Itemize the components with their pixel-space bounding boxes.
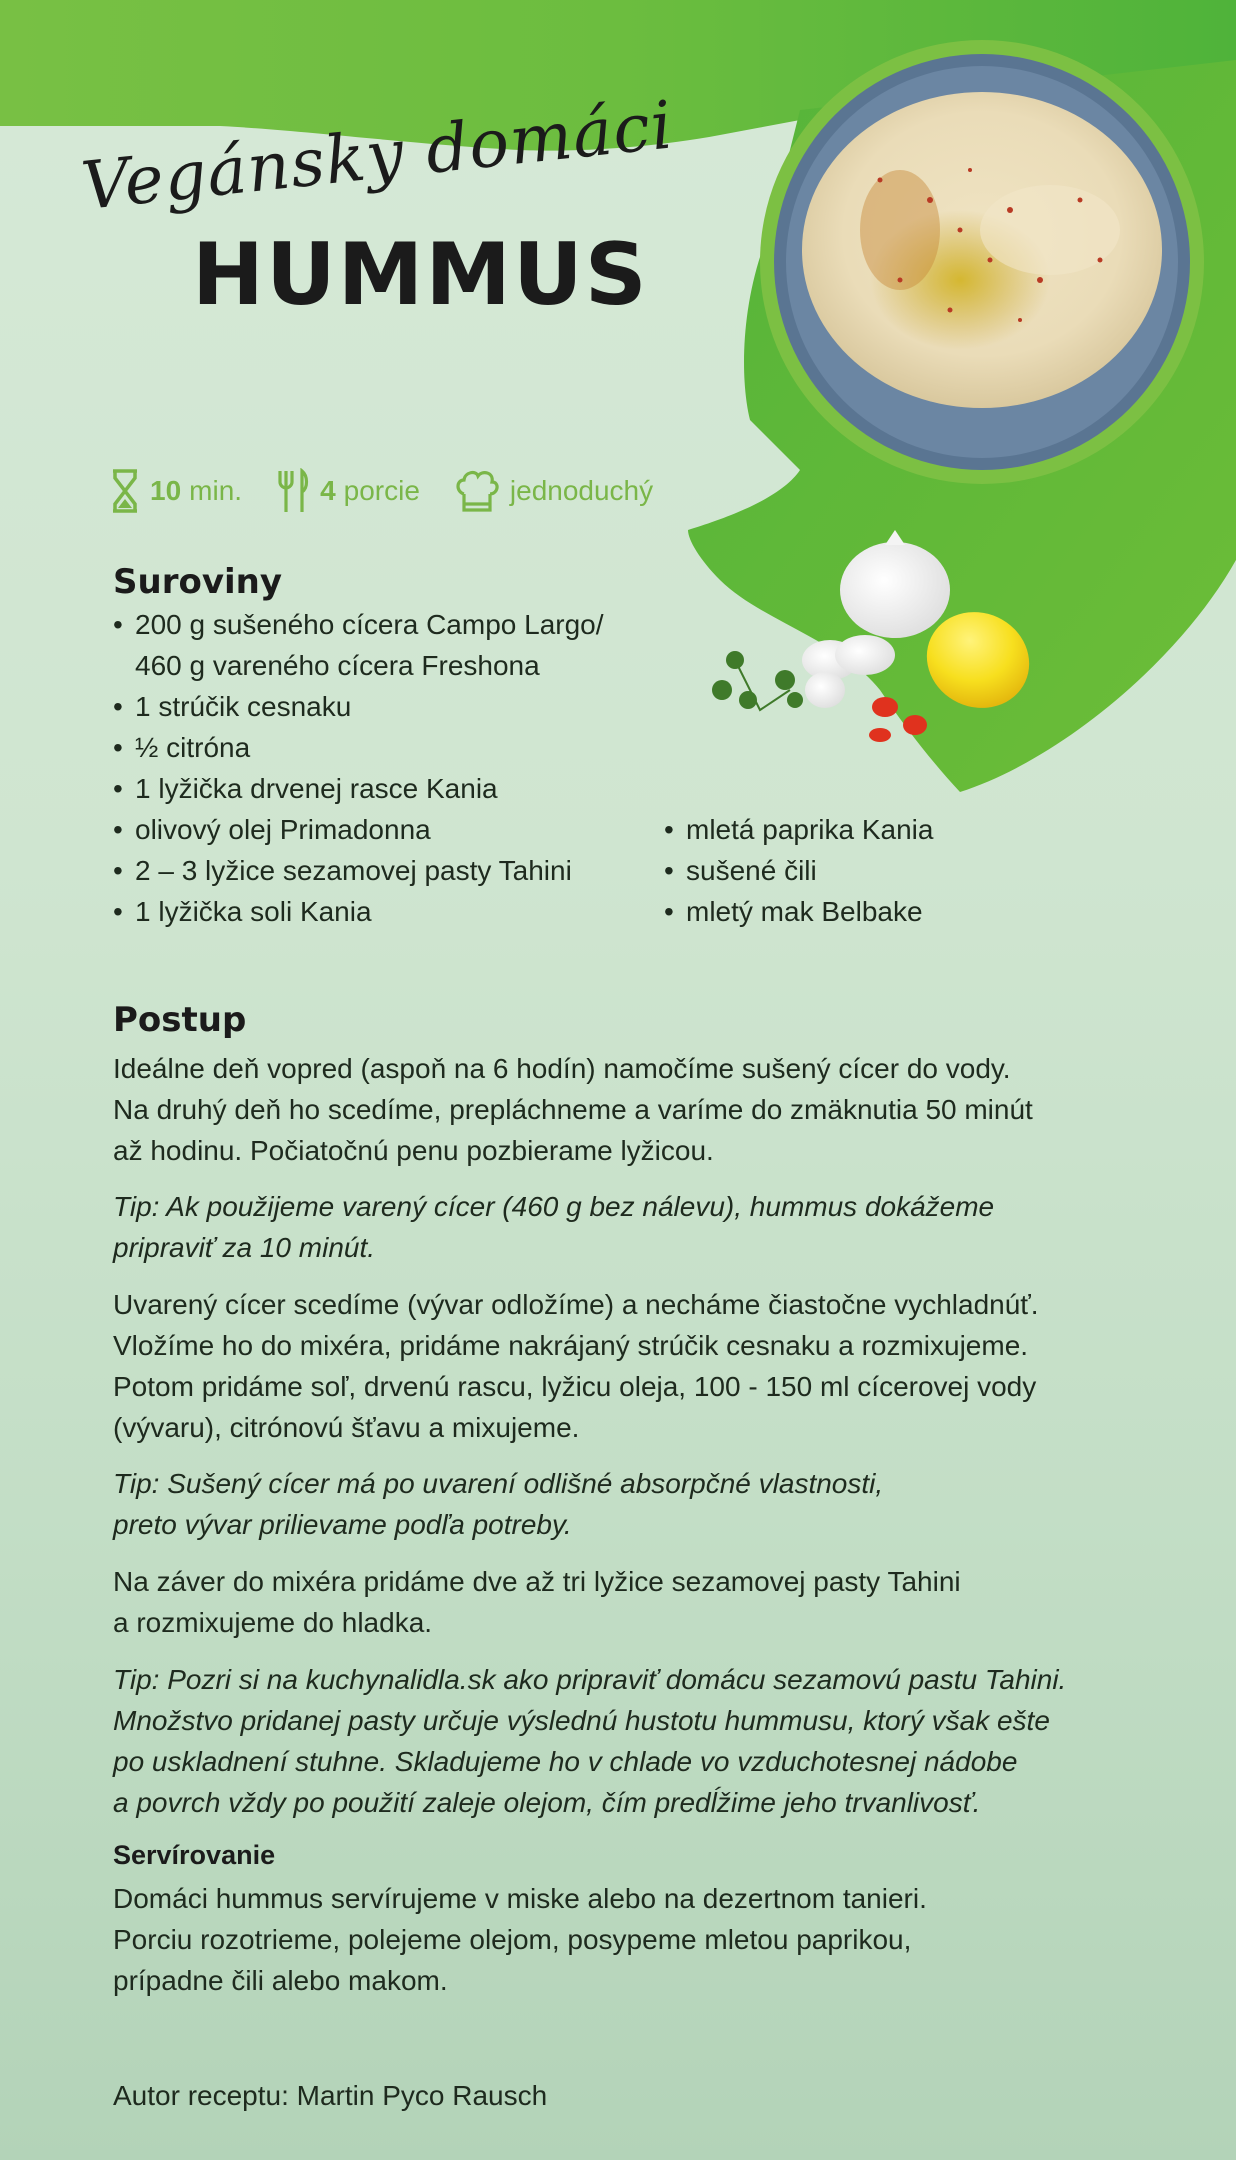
text-line: Porciu rozotrieme, polejeme olejom, posypeme mletou paprikou,	[113, 1924, 912, 1955]
recipe-meta	[110, 468, 687, 514]
ingredients-list	[113, 604, 604, 932]
meta-servings	[276, 468, 420, 514]
meta-difficulty	[454, 468, 653, 514]
text-line: Domáci hummus servírujeme v miske alebo na dezertnom tanieri.	[113, 1883, 927, 1914]
ingredient-item: • 2 – 3 lyžice sezamovej pasty Tahini	[113, 850, 604, 891]
chef-hat-icon	[454, 468, 500, 514]
recipe-author: Autor receptu: Martin Pyco Rausch	[113, 2080, 548, 2111]
ingredient-item: • ½ citróna	[113, 727, 604, 768]
text-line: Uvarený cícer scedíme (vývar odložíme) a necháme čiastočne vychladnúť.	[113, 1289, 1039, 1320]
method-paragraph-1	[113, 1048, 1033, 1171]
text-line: Ideálne deň vopred (aspoň na 6 hodín) namočíme sušený cícer do vody.	[113, 1053, 1011, 1084]
page-title: HUMMUS	[192, 225, 649, 325]
meta-time	[110, 468, 242, 514]
ingredients-list-spices	[664, 809, 933, 932]
serving-text	[113, 1878, 927, 2001]
ingredients-heading: Suroviny	[113, 562, 283, 602]
ingredient-item: • mletá paprika Kania	[664, 809, 933, 850]
ingredient-item: • 1 strúčik cesnaku	[113, 686, 604, 727]
cutlery-icon	[276, 468, 310, 514]
meta-time-value: 10	[150, 475, 182, 506]
tip-1	[113, 1186, 994, 1268]
ingredient-item: • 1 lyžička soli Kania	[113, 891, 604, 932]
text-line: (vývaru), citrónovú šťavu a mixujeme.	[113, 1412, 580, 1443]
text-line: Tip: Ak použijeme varený cícer (460 g bez nálevu), hummus dokážeme	[113, 1191, 995, 1222]
tip-3	[113, 1659, 1066, 1823]
hourglass-icon	[110, 468, 140, 514]
ingredient-item: 460 g vareného cícera Freshona	[135, 650, 540, 681]
text-line: po uskladnení stuhne. Skladujeme ho v chlade vo vzduchotesnej nádobe	[113, 1746, 1018, 1777]
ingredient-item: • olivový olej Primadonna	[113, 809, 604, 850]
text-line: a rozmixujeme do hladka.	[113, 1607, 433, 1638]
text-line: Vložíme ho do mixéra, pridáme nakrájaný strúčik cesnaku a rozmixujeme.	[113, 1330, 1029, 1361]
meta-servings-value: 4	[320, 475, 336, 506]
ingredient-item: • mletý mak Belbake	[664, 891, 933, 932]
text-line: preto vývar prilievame podľa potreby.	[113, 1509, 572, 1540]
text-line: Na záver do mixéra pridáme dve až tri lyžice sezamovej pasty Tahini	[113, 1566, 961, 1597]
text-line: a povrch vždy po použití zaleje olejom, čím predĺžime jeho trvanlivosť.	[113, 1787, 981, 1818]
text-line: až hodinu. Počiatočnú penu pozbierame lyžicou.	[113, 1135, 714, 1166]
method-heading: Postup	[113, 1000, 247, 1040]
method-paragraph-3	[113, 1561, 961, 1643]
text-line: prípadne čili alebo makom.	[113, 1965, 448, 1996]
text-line: pripraviť za 10 minút.	[113, 1232, 376, 1263]
ingredient-item: • sušené čili	[664, 850, 933, 891]
serving-heading: Servírovanie	[113, 1840, 276, 1870]
meta-servings-label: porcie	[343, 475, 420, 506]
text-line: Potom pridáme soľ, drvenú rascu, lyžicu oleja, 100 - 150 ml cícerovej vody	[113, 1371, 1037, 1402]
text-line: Množstvo pridanej pasty určuje výslednú hustotu hummusu, ktorý však ešte	[113, 1705, 1050, 1736]
tip-2	[113, 1463, 883, 1545]
text-line: Tip: Pozri si na kuchynalidla.sk ako pripraviť domácu sezamovú pastu Tahini.	[113, 1664, 1067, 1695]
text-line: Na druhý deň ho scedíme, prepláchneme a varíme do zmäknutia 50 minút	[113, 1094, 1033, 1125]
text-line: Tip: Sušený cícer má po uvarení odlišné absorpčné vlastnosti,	[113, 1468, 884, 1499]
ingredient-item: • 200 g sušeného cícera Campo Largo/	[113, 604, 604, 645]
meta-time-label: min.	[189, 475, 243, 506]
hummus-bowl-image	[760, 40, 1204, 484]
ingredient-item: • 1 lyžička drvenej rasce Kania	[113, 768, 604, 809]
meta-difficulty-label: jednoduchý	[509, 475, 654, 506]
title-script: Vegánsky domáci	[77, 86, 677, 225]
method-paragraph-2	[113, 1284, 1039, 1448]
